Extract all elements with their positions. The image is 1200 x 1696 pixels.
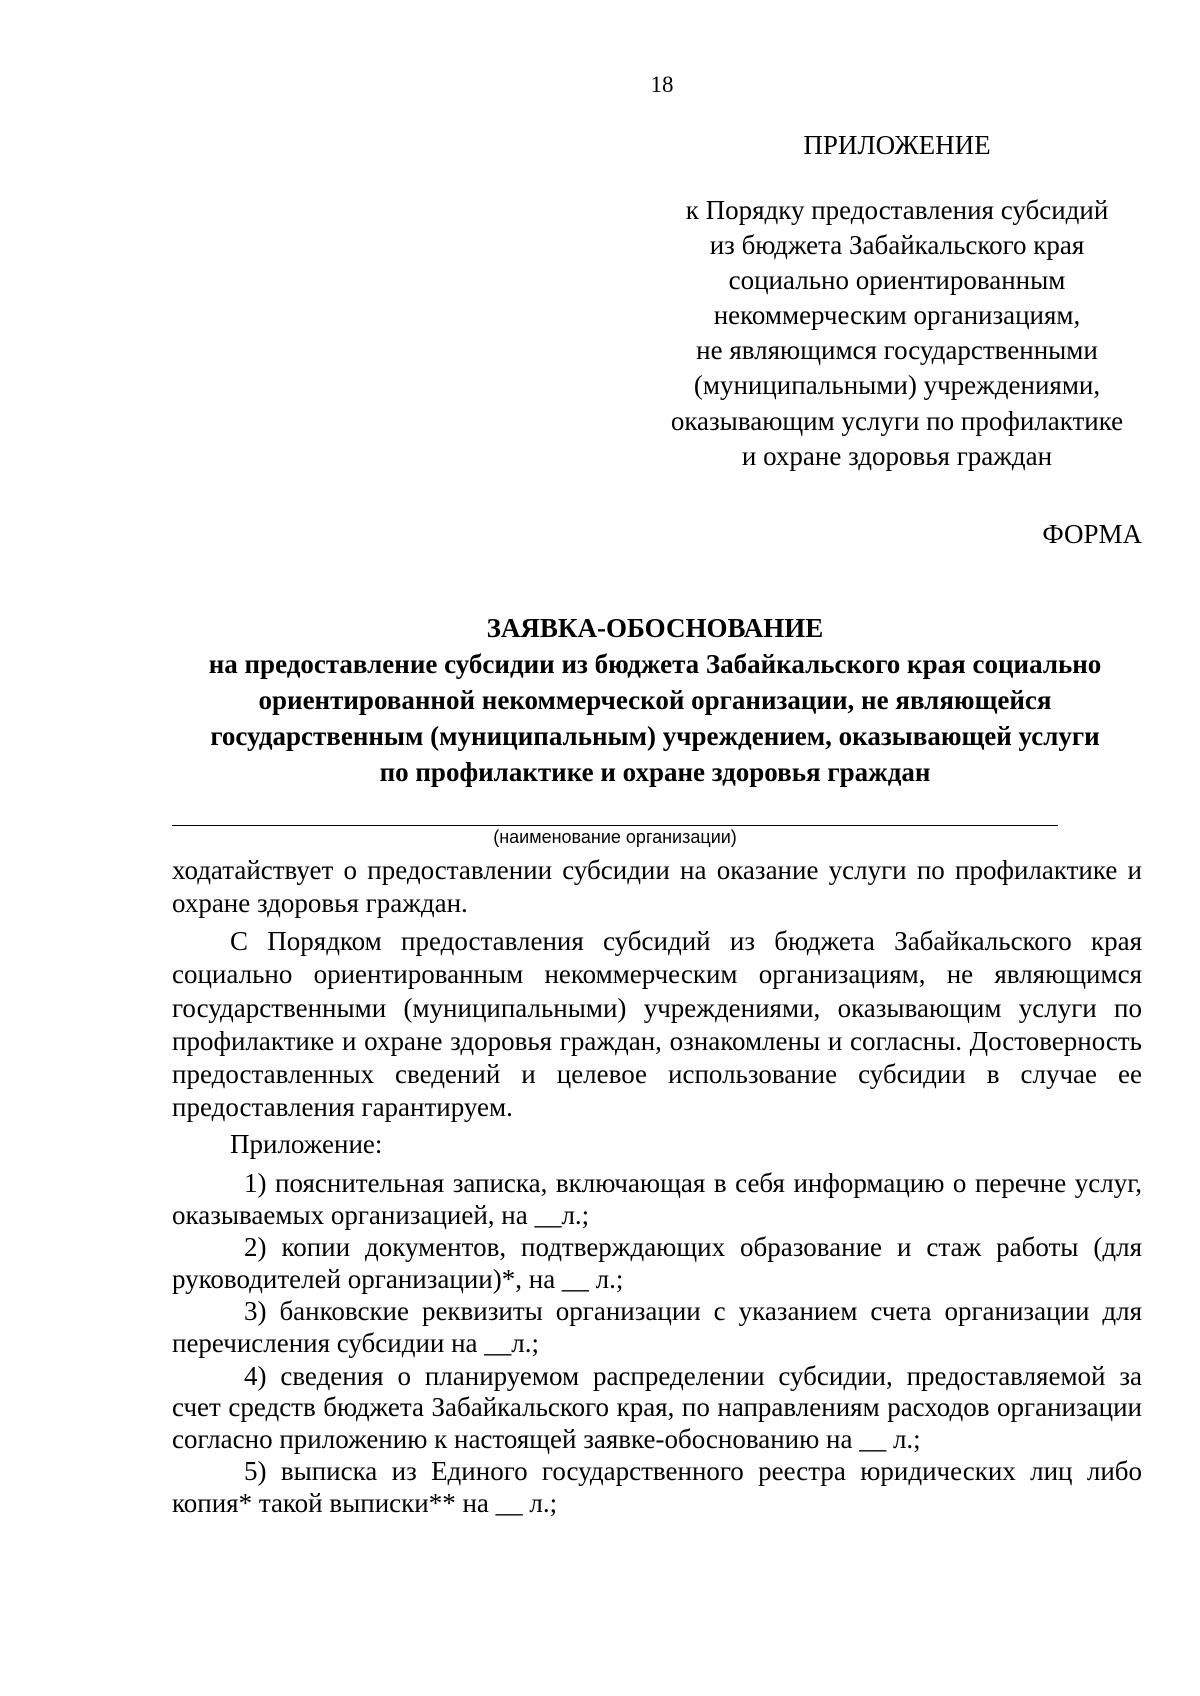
request-paragraph: ходатайствует о предоставлении субсидии на оказание услуги по профилактике и охране здоровья граждан. [172, 855, 1142, 919]
attachment-item: 4) сведения о планируемом распределении субсидии, предоставляемой за счет средств бюджета Забайкальского края, по направлениям расходов организации согласно приложению к настоящей заявке-обоснованию на __ л.; [172, 1360, 1142, 1454]
appendix-subtitle-line: не являющимся государственными [696, 335, 1098, 366]
appendix-title: ПРИЛОЖЕНИЕ [803, 130, 991, 160]
document-subtitle-line: на предоставление субсидии из бюджета Забайкальского края социально [208, 649, 1102, 679]
attachment-item: 2) копии документов, подтверждающих образование и стаж работы (для руководителей организации)*, на __ л.; [172, 1232, 1142, 1294]
appendix-subtitle-line: социально ориентированным [728, 265, 1066, 296]
attachment-item: 1) пояснительная записка, включающая в себя информацию о перечне услуг, оказываемых организацией, на __л.; [172, 1168, 1142, 1230]
agreement-paragraph: С Порядком предоставления субсидий из бюджета Забайкальского края социально ориентированным некоммерческим организациям, не являющимся государственными (муниципальными) учреждениями, оказывающим услуги по профилактике и охране здоровья граждан, ознакомлены и согласны. Достоверность предоставленных сведений и целевое использование субсидии в случае ее предоставления гарантируем. [172, 926, 1142, 1123]
document-subtitle-line: государственным (муниципальным) учреждением, оказывающей услуги [210, 721, 1100, 751]
appendix-subtitle-line: к Порядку предоставления субсидий [685, 195, 1109, 225]
organization-name-caption: (наименование организации) [493, 827, 737, 847]
form-label: ФОРМА [1042, 519, 1142, 549]
attachment-item: 5) выписка из Единого государственного реестра юридических лиц либо копия* такой выписки** на __ л.; [172, 1456, 1142, 1518]
attachments-list [172, 1168, 1142, 1521]
document-subtitle-line: по профилактике и охране здоровья граждан [379, 757, 931, 787]
document-title: ЗАЯВКА-ОБОСНОВАНИЕ [486, 613, 824, 643]
appendix-subtitle-line: некоммерческим организациям, [713, 300, 1081, 331]
appendix-subtitle [652, 193, 1142, 474]
attachment-item: 3) банковские реквизиты организации с указанием счета организации для перечисления субсидии на __л.; [172, 1296, 1142, 1358]
page-number: 18 [650, 72, 674, 97]
appendix-subtitle-line: и охране здоровья граждан [741, 440, 1053, 471]
document-title-block [150, 610, 1160, 790]
document-subtitle-line: ориентированной некоммерческой организации, не являющейся [258, 685, 1052, 715]
attachments-heading: Приложение: [230, 1129, 383, 1159]
appendix-subtitle-line: оказывающим услуги по профилактике [670, 405, 1124, 436]
appendix-subtitle-line: (муниципальными) учреждениями, [693, 370, 1101, 401]
organization-name-line [172, 825, 1058, 826]
appendix-subtitle-line: из бюджета Забайкальского края [709, 230, 1085, 261]
